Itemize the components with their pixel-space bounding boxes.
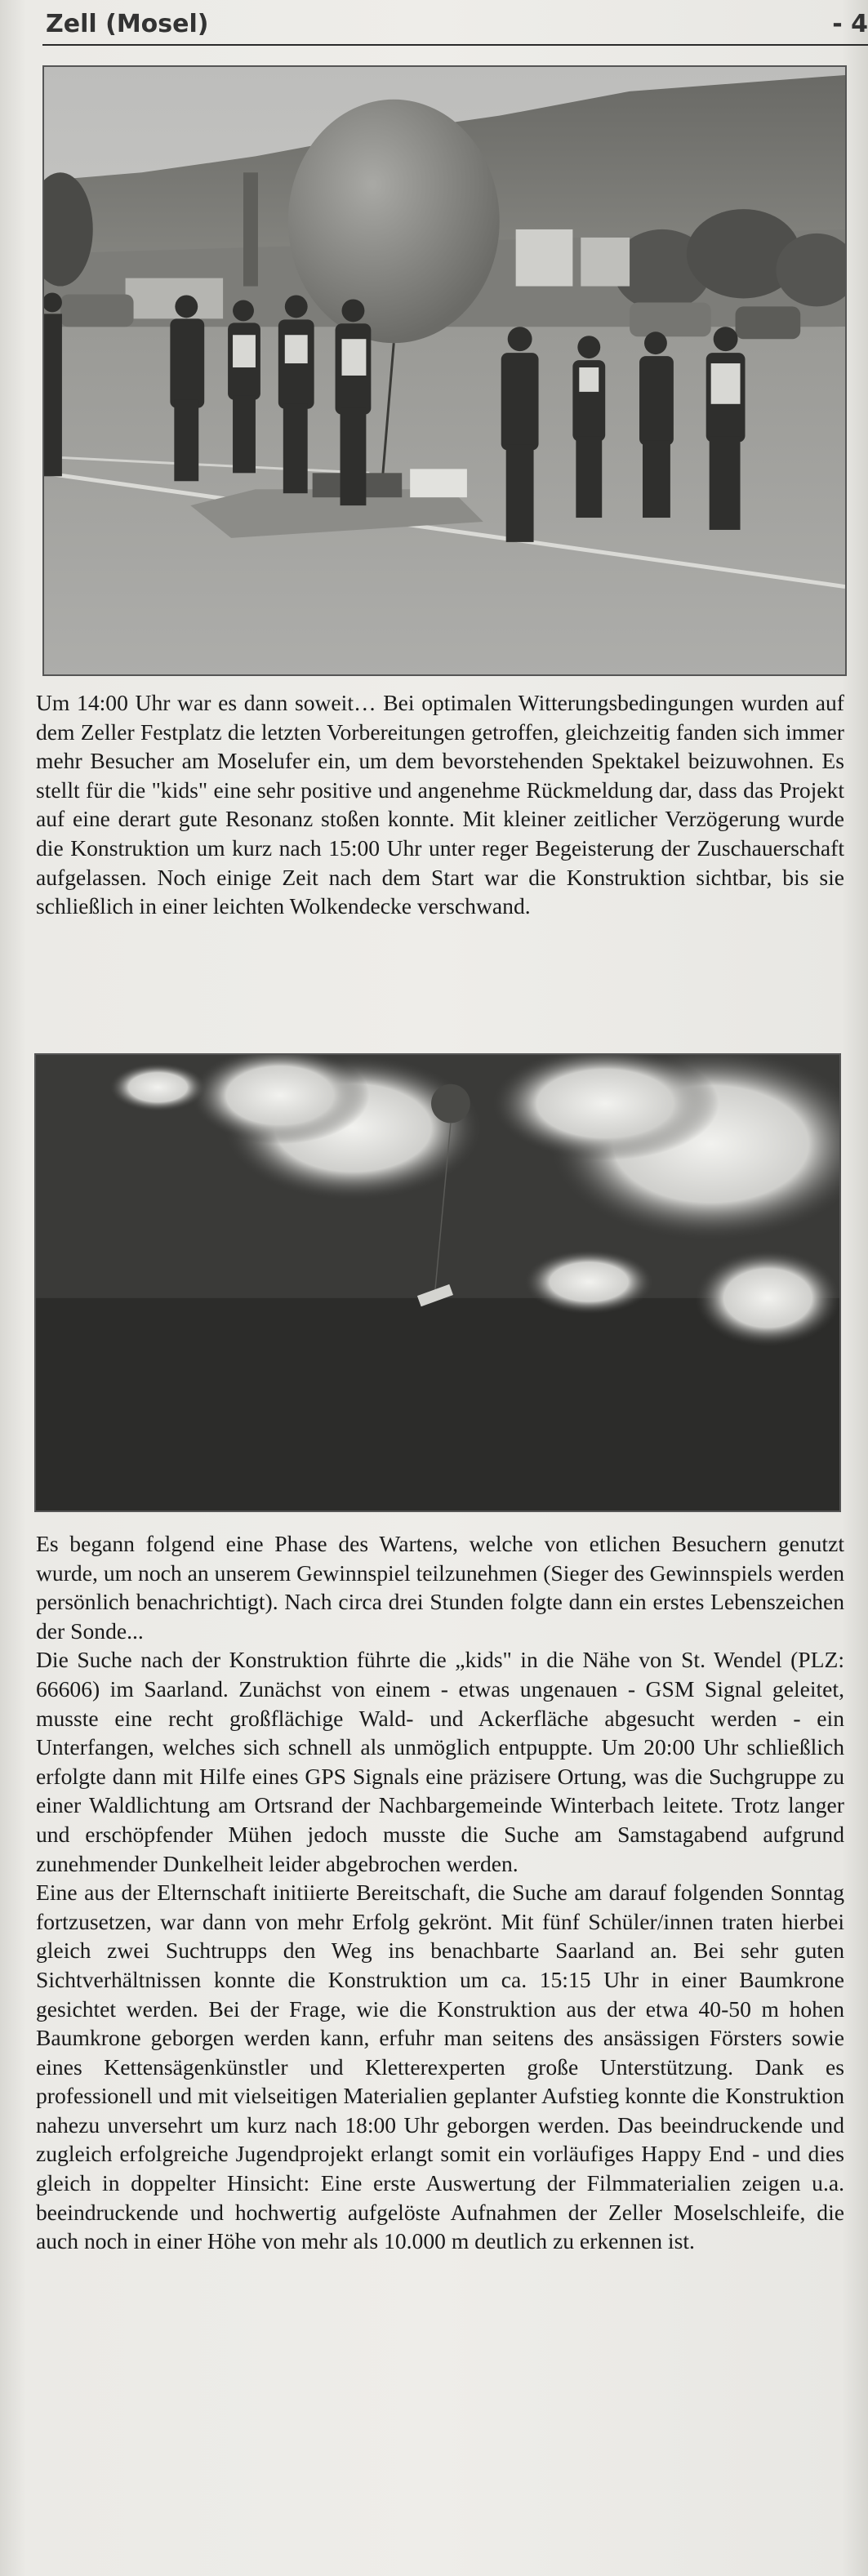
- balloon-sky-photo: [36, 1055, 839, 1510]
- article-paragraph-3: Die Suche nach der Konstruktion führte die „kids" in die Nähe von St. Wendel (PLZ: 66606) im Saarland. Zunächst von einem - etwas ungenauen - GSM Signal geleitet, musste eine recht großflächige Wald- und Ackerfläche abgesucht werden - ein Unterfangen, welches sich schnell als unmöglich entpuppte. Um 20:00 Uhr schließlich erfolgte dann mit Hilfe eines GPS Signals eine präzisere Ortung, was die Suchgruppe zu einer Waldlichtung am Ortsrand der Nachbargemeinde Winterbach leitete. Trotz langer und erschöpfender Mühen jedoch musste die Suche am Samstagabend aufgrund zunehmender Dunkelheit leider abgebrochen werden.: [36, 1647, 844, 1876]
- article-paragraph-1: Um 14:00 Uhr war es dann soweit… Bei optimalen Witterungsbedingungen wurden auf dem Zeller Festplatz die letzten Vorbereitungen getroffen, gleichzeitig fanden sich immer mehr Besucher am Moselufer ein, um dem bevorstehenden Spektakel beizuwohnen. Es stellt für die "kids" eine sehr positive und angenehme Rückmeldung dar, dass das Projekt auf eine derart gute Resonanz stoßen konnte. Mit kleiner zeitlicher Verzögerung wurde die Konstruktion um kurz nach 15:00 Uhr unter reger Begeisterung der Zuschauerschaft aufgelassen. Noch einige Zeit nach dem Start war die Konstruktion sichtbar, bis sie schließlich in einer leichten Wolkendecke verschwand.: [36, 690, 844, 919]
- balloon-launch-photo: [44, 67, 845, 674]
- photo-balloon-in-sky: [34, 1053, 841, 1512]
- photo-balloon-launch-group: [42, 65, 847, 676]
- article-paragraph-4: Eine aus der Elternschaft initiierte Bereitschaft, die Suche am darauf folgenden Sonntag fortzusetzen, war dann von mehr Erfolg gekrönt. Mit fünf Schüler/innen traten hierbei gleich zwei Suchtrupps den Weg ins benachbarte Saarland an. Bei sehr guten Sichtverhältnissen konnte die Konstruktion um ca. 15:15 Uhr in einer Baumkrone gesichtet werden. Bei der Frage, wie die Konstruktion aus der etwa 40-50 m hohen Baumkrone geborgen werden kann, erfuhr man seitens des ansässigen Försters sowie eines Kettensägenkünstler und Kletterexperten große Unterstützung. Dank es professionell und mit vielseitigen Materialien geplanter Aufstieg konnte die Konstruktion nahezu unversehrt um kurz nach 18:00 Uhr geborgen werden. Das beeindruckende und zugleich erfolgreiche Jugendprojekt erlangt somit ein vorläufiges Happy End - und dies gleich in doppelter Hinsicht: Eine erste Auswertung der Filmmaterialien zeigen u.a. beeindruckende und hochwertig aufgelöste Aufnahmen der Zeller Moselschleife, die auch noch in einer Höhe von mehr als 10.000 m deutlich zu erkennen ist.: [36, 1880, 844, 2254]
- article-text-block-1: [36, 688, 844, 921]
- article-paragraph-2: Es begann folgend eine Phase des Wartens, welche von etlichen Besuchern genutzt wurde, um noch an unserem Gewinnspiel teilzunehmen (Sieger des Gewinnspiels werden persönlich benachrichtigt). Nach circa drei Stunden folgte dann ein erstes Lebenszeichen der Sonde...: [36, 1531, 844, 1644]
- header-location: Zell (Mosel): [46, 10, 209, 38]
- page-header: [42, 7, 868, 46]
- article-text-block-2: [36, 1529, 844, 2256]
- page-number: - 4: [832, 10, 868, 38]
